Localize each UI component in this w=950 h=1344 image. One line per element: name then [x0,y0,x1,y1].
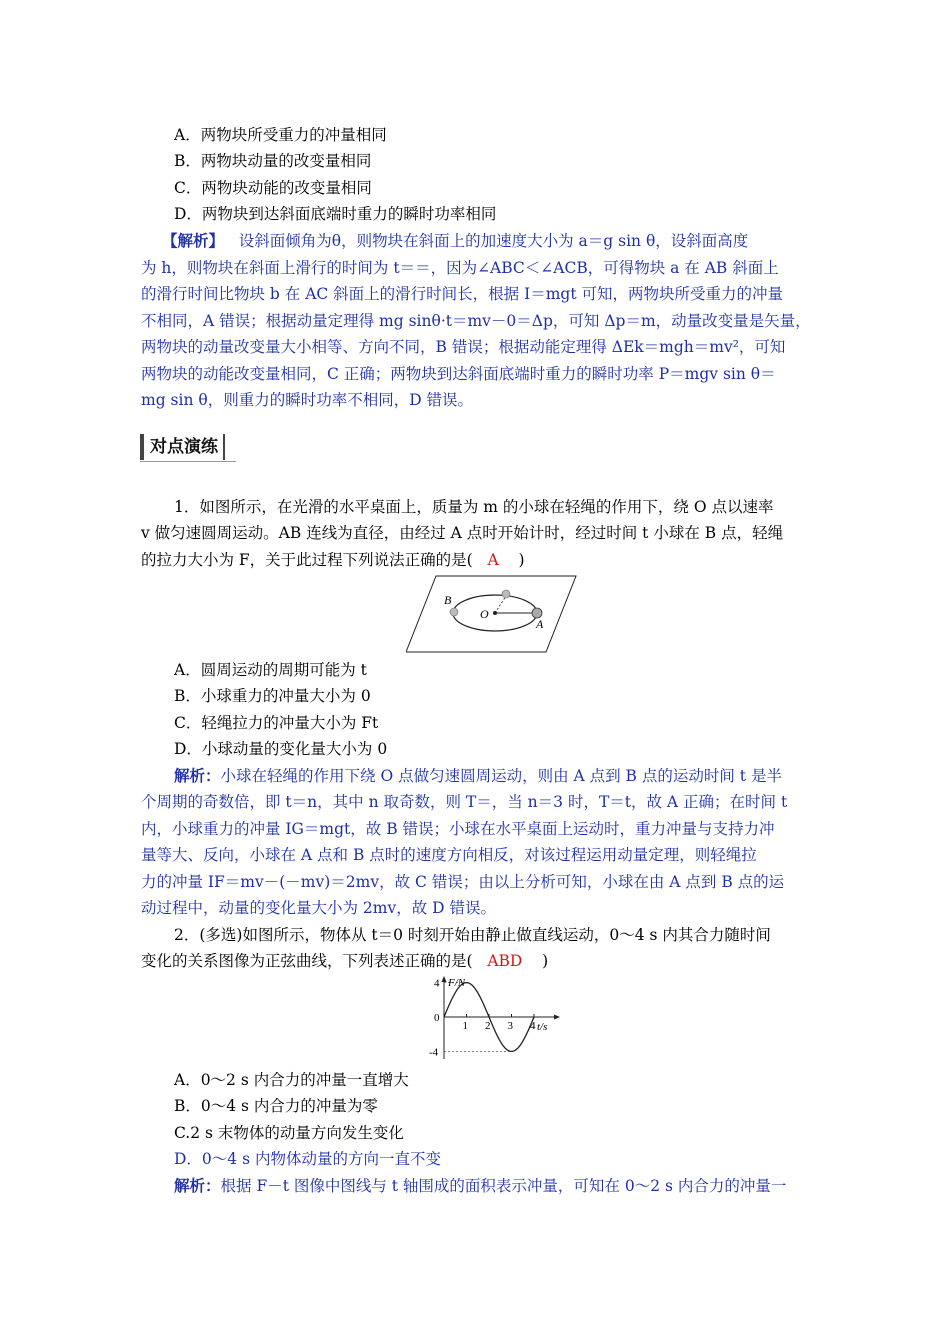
figure-label-a: A [536,617,544,631]
q2-option-b: B．0～4 s 内合力的冲量为零 [174,1097,378,1115]
analysis1-line: 为 h，则物块在斜面上滑行的时间为 t＝＝，因为∠ABC＜∠ACB，可得物块 a 在 AB 斜面上 [141,259,779,277]
top-option-a: A．两物块所受重力的冲量相同 [174,126,387,144]
analysis1-line: 的滑行时间比物块 b 在 AC 斜面上的滑行时间长，根据 I＝mgt 可知，两物块所受重力的冲量 [141,285,784,303]
x-axis-label: t/s [537,1021,548,1033]
figure-label-o: O [480,607,489,621]
q1-analysis-last: 动过程中，动量的变化量大小为 2mv，故 D 错误。 [141,899,497,917]
q1-analysis-line: 量等大、反向，小球在 A 点和 B 点时的速度方向相反，对该过程运用动量定理，则轻绳拉 [141,846,757,864]
q1-stem-end: 的拉力大小为 F，关于此过程下列说法正确的是( A ) [141,551,525,569]
top-option-c: C．两物块动能的改变量相同 [174,179,372,197]
q1-option-a: A．圆周运动的周期可能为 t [174,661,367,679]
y-tick-label: 0 [434,1012,440,1024]
q2-option-d: D．0～4 s 内物体动量的方向一直不变 [174,1150,441,1168]
y-axis-arrow [442,976,447,982]
analysis1-tag: 【解析】 [162,231,225,250]
x-tick-label: 2 [485,1020,491,1032]
section-divider [140,461,236,462]
q2-answer: ABD [487,952,523,970]
circular-motion-figure [406,574,578,654]
q2-option-c: C.2 s 末物体的动量方向发生变化 [174,1124,404,1142]
x-tick-label: 1 [462,1020,468,1032]
q1-analysis-line: 内，小球重力的冲量 IG＝mgt，故 B 错误；小球在水平桌面上运动时，重力冲量与支持力冲 [141,820,775,838]
q1-analysis-first: 解析：小球在轻绳的作用下绕 O 点做匀速圆周运动，则由 A 点到 B 点的运动时间 t 是半 [174,766,782,785]
analysis1-line: 两物块的动量改变量大小相等、方向不同，B 错误；根据动能定理得 ΔEk＝mgh＝mv²，可知 [141,338,786,356]
force-time-chart [424,975,570,1067]
analysis1-line1: 设斜面倾角为θ，则物块在斜面上的加速度大小为 a＝g sin θ，设斜面高度 [238,232,749,250]
q2-line: 2．(多选)如图所示，物体从 t＝0 时刻开始由静止做直线运动，0～4 s 内其合力随时间 [174,926,771,944]
analysis1-line: 两物块的动能改变量相同，C 正确；两物块到达斜面底端时重力的瞬时功率 P＝mgv sin θ＝ [141,365,776,383]
q2-analysis-first: 解析：根据 F－t 图像中图线与 t 轴围成的面积表示冲量，可知在 0～2 s 内合力的冲量一 [174,1176,787,1195]
analysis1-line: 不相同，A 错误；根据动量定理得 mg sinθ·t＝mv－0＝Δp，可知 Δp＝m，动量改变量是矢量， [141,312,811,330]
q1-option-c: C．轻绳拉力的冲量大小为 Ft [174,714,379,732]
x-tick-label: 4 [530,1020,536,1032]
x-tick-label: 3 [507,1020,513,1032]
top-option-b: B．两物块动量的改变量相同 [174,152,372,170]
top-option-d: D．两物块到达斜面底端时重力的瞬时功率相同 [174,205,497,223]
section-title: 对点演练 [140,434,223,460]
analysis1-first-line [162,228,748,254]
q2-option-a: A．0～2 s 内合力的冲量一直增大 [174,1071,409,1089]
figure-label-b: B [444,593,452,607]
q1-line: 1．如图所示，在光滑的水平桌面上，质量为 m 的小球在轻绳的作用下，绕 O 点以速率 [174,498,774,516]
y-tick-label: 4 [434,977,440,990]
y-tick-label: -4 [429,1046,439,1059]
x-axis-arrow [554,1015,560,1020]
analysis1-last-line: mg sin θ，则重力的瞬时功率不相同，D 错误。 [141,391,474,409]
q1-answer: A [487,551,499,569]
q1-option-d: D．小球动量的变化量大小为 0 [174,740,388,758]
q1-analysis-line: 个周期的奇数倍，即 t＝n，其中 n 取奇数，则 T＝，当 n＝3 时，T＝t，故 A 正确；在时间 t [141,793,788,811]
y-axis-label: F/N [448,977,466,989]
q1-line: v 做匀速圆周运动。AB 连线为直径，由经过 A 点时开始计时，经过时间 t 小球在 B 点，轻绳 [141,524,784,542]
q2-stem-end: 变化的关系图像为正弦曲线，下列表述正确的是( ABD ) [141,952,549,970]
q1-option-b: B．小球重力的冲量大小为 0 [174,687,371,705]
q1-analysis-line: 力的冲量 IF＝mv－(－mv)＝2mv，故 C 错误；由以上分析可知，小球在由 A 点到 B 点的运 [141,873,785,891]
